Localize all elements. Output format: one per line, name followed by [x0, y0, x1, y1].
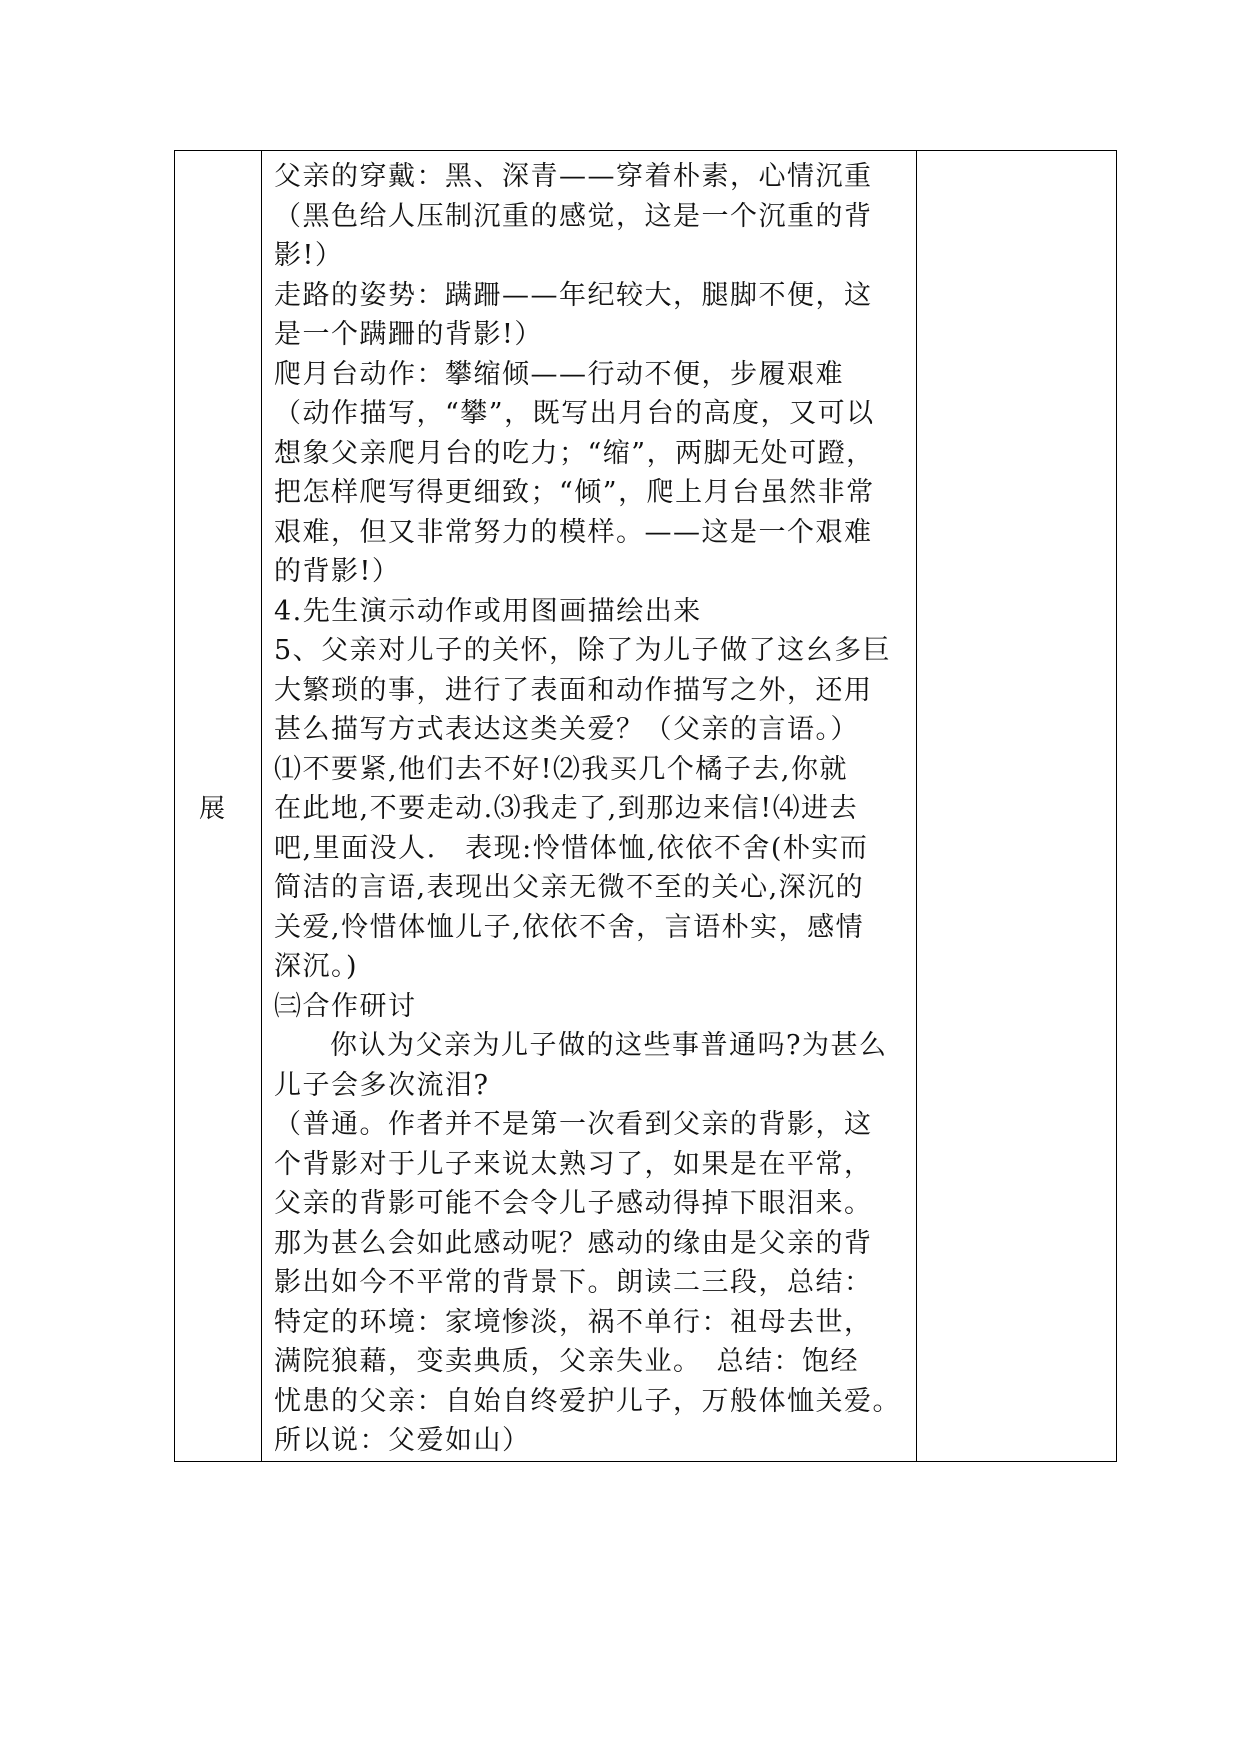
table-row — [175, 151, 1117, 1462]
content-line: 在此地,不要走动.⑶我走了,到那边来信!⑷进去 — [274, 793, 859, 824]
content-line: 影出如今不平常的背景下。朗读二三段，总结： — [274, 1267, 873, 1298]
content-line: （黑色给人压制沉重的感觉，这是一个沉重的背 — [274, 200, 873, 232]
content-line: 走路的姿势：蹒跚——年纪较大，腿脚不便，这 — [274, 279, 873, 311]
content-line: 想象父亲爬月台的吃力；“缩”，两脚无处可蹬， — [274, 437, 875, 469]
content-line: 爬月台动作：攀缩倾——行动不便，步履艰难 — [274, 358, 844, 390]
content-line: 关爱,怜惜体恤儿子,依依不舍，言语朴实，感情 — [274, 911, 865, 943]
content-line: 忧患的父亲：自始自终爱护儿子，万般体恤关爱。 — [274, 1385, 901, 1417]
content-line: 你认为父亲为儿子做的这些事普通吗?为甚么 — [330, 1030, 888, 1061]
content-line: 满院狼藉，变卖典质，父亲失业。 总结：饱经 — [274, 1346, 859, 1377]
content-line: （普通。作者并不是第一次看到父亲的背影，这 — [274, 1109, 873, 1140]
content-line: 4.先生演示动作或用图画描绘出来 — [274, 595, 702, 627]
content-line: 影!） — [274, 240, 344, 271]
content-line: 深沉。) — [274, 951, 359, 982]
content-line: 儿子会多次流泪? — [274, 1069, 490, 1101]
content-line: 是一个蹒跚的背影!） — [274, 319, 543, 350]
content-line: 简洁的言语,表现出父亲无微不至的关心,深沉的 — [274, 872, 865, 903]
content-line: 所以说：父爱如山） — [274, 1425, 531, 1456]
content-line: 的背影!） — [274, 556, 401, 587]
content-line: 吧,里面没人. 表现:怜惜体恤,依依不舍(朴实而 — [274, 832, 869, 864]
content-line: 甚么描写方式表达这类关爱？（父亲的言语。） — [274, 714, 859, 745]
content-text — [262, 153, 916, 1461]
lesson-plan-table — [174, 150, 1117, 1462]
notes-cell — [917, 151, 1117, 1462]
content-line: 个背影对于儿子来说太熟习了，如果是在平常， — [274, 1148, 873, 1180]
stage-label: 展 — [198, 793, 225, 824]
content-line: 那为甚么会如此感动呢？感动的缘由是父亲的背 — [274, 1227, 873, 1259]
content-line: ⑴不要紧,他们去不好!⑵我买几个橘子去,你就 — [274, 753, 849, 785]
content-line: 艰难，但又非常努力的模样。——这是一个艰难 — [274, 516, 873, 548]
content-line: 特定的环境：家境惨淡，祸不单行：祖母去世， — [274, 1306, 873, 1338]
stage-cell — [175, 151, 262, 1462]
content-line: ㈢合作研讨 — [274, 990, 417, 1022]
content-cell — [262, 151, 917, 1462]
content-line: 大繁琐的事，进行了表面和动作描写之外，还用 — [274, 674, 873, 706]
content-line: 把怎样爬写得更细致；“倾”，爬上月台虽然非常 — [274, 477, 875, 508]
content-line: 父亲的背影可能不会令儿子感动得掉下眼泪来。 — [274, 1188, 873, 1219]
content-line: 父亲的穿戴：黑、深青——穿着朴素，心情沉重 — [274, 161, 873, 192]
content-line: 5、父亲对儿子的关怀，除了为儿子做了这幺多巨 — [274, 635, 892, 666]
content-line: （动作描写，“攀”，既写出月台的高度，又可以 — [274, 398, 875, 429]
